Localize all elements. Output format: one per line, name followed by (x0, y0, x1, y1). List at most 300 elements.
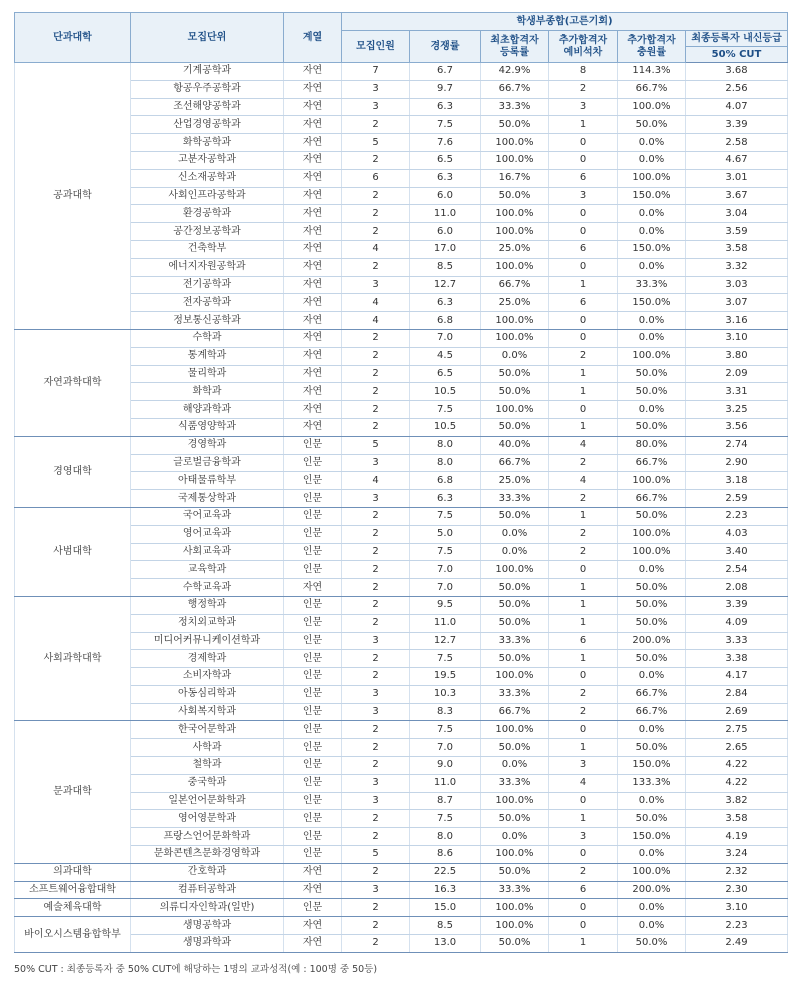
table-row (15, 596, 788, 614)
competition-cell: 7.5 (410, 401, 481, 419)
initial-registration-cell: 66.7% (481, 80, 549, 98)
waitlist-rank-cell: 3 (549, 98, 618, 116)
waitlist-rank-cell: 2 (549, 525, 618, 543)
department-cell: 사회교육과 (131, 543, 284, 561)
track-cell: 자연 (284, 935, 342, 953)
fill-rate-cell: 0.0% (618, 258, 686, 276)
track-cell: 인문 (284, 632, 342, 650)
grade-cut-cell: 3.39 (686, 116, 788, 134)
track-cell: 자연 (284, 579, 342, 597)
waitlist-rank-cell: 0 (549, 792, 618, 810)
header-competition: 경쟁률 (410, 31, 481, 63)
initial-registration-cell: 100.0% (481, 205, 549, 223)
quota-cell: 3 (342, 685, 410, 703)
waitlist-rank-cell: 0 (549, 205, 618, 223)
track-cell: 인문 (284, 561, 342, 579)
competition-cell: 11.0 (410, 614, 481, 632)
initial-registration-cell: 50.0% (481, 935, 549, 953)
initial-registration-cell: 25.0% (481, 294, 549, 312)
waitlist-rank-cell: 1 (549, 383, 618, 401)
fill-rate-cell: 150.0% (618, 757, 686, 775)
initial-registration-cell: 100.0% (481, 134, 549, 152)
grade-cut-cell: 3.07 (686, 294, 788, 312)
header-additional-line2: 충원률 (637, 46, 666, 58)
waitlist-rank-cell: 1 (549, 596, 618, 614)
track-cell: 인문 (284, 436, 342, 454)
fill-rate-cell: 50.0% (618, 650, 686, 668)
competition-cell: 12.7 (410, 632, 481, 650)
track-cell: 인문 (284, 650, 342, 668)
waitlist-rank-cell: 6 (549, 294, 618, 312)
fill-rate-cell: 200.0% (618, 881, 686, 899)
initial-registration-cell: 100.0% (481, 401, 549, 419)
grade-cut-cell: 3.16 (686, 312, 788, 330)
waitlist-rank-cell: 0 (549, 917, 618, 935)
initial-registration-cell: 50.0% (481, 507, 549, 525)
table-row (15, 828, 788, 846)
initial-registration-cell: 33.3% (481, 685, 549, 703)
competition-cell: 7.0 (410, 739, 481, 757)
initial-registration-cell: 50.0% (481, 810, 549, 828)
quota-cell: 2 (342, 579, 410, 597)
grade-cut-cell: 3.31 (686, 383, 788, 401)
track-cell: 인문 (284, 543, 342, 561)
department-cell: 영어영문학과 (131, 810, 284, 828)
department-cell: 행정학과 (131, 596, 284, 614)
fill-rate-cell: 200.0% (618, 632, 686, 650)
waitlist-rank-cell: 1 (549, 116, 618, 134)
table-row (15, 454, 788, 472)
department-cell: 물리학과 (131, 365, 284, 383)
department-cell: 정치외교학과 (131, 614, 284, 632)
initial-registration-cell: 50.0% (481, 739, 549, 757)
initial-registration-cell: 0.0% (481, 347, 549, 365)
grade-cut-cell: 3.80 (686, 347, 788, 365)
fill-rate-cell: 0.0% (618, 792, 686, 810)
waitlist-rank-cell: 2 (549, 347, 618, 365)
waitlist-rank-cell: 0 (549, 151, 618, 169)
department-cell: 철학과 (131, 757, 284, 775)
header-group-title: 학생부종합(고른기회) (342, 13, 788, 31)
competition-cell: 10.5 (410, 383, 481, 401)
table-row (15, 881, 788, 899)
quota-cell: 3 (342, 774, 410, 792)
initial-registration-cell: 50.0% (481, 187, 549, 205)
initial-registration-cell: 0.0% (481, 525, 549, 543)
grade-cut-cell: 3.58 (686, 240, 788, 258)
waitlist-rank-cell: 0 (549, 721, 618, 739)
college-cell: 바이오시스템융합학부 (15, 917, 131, 953)
initial-registration-cell: 100.0% (481, 312, 549, 330)
track-cell: 자연 (284, 276, 342, 294)
department-cell: 고분자공학과 (131, 151, 284, 169)
fill-rate-cell: 0.0% (618, 151, 686, 169)
table-row (15, 632, 788, 650)
competition-cell: 8.6 (410, 846, 481, 864)
header-quota: 모집인원 (342, 31, 410, 63)
department-cell: 사학과 (131, 739, 284, 757)
initial-registration-cell: 33.3% (481, 98, 549, 116)
department-cell: 일본언어문화학과 (131, 792, 284, 810)
table-row (15, 240, 788, 258)
competition-cell: 8.0 (410, 436, 481, 454)
grade-cut-cell: 2.49 (686, 935, 788, 953)
quota-cell: 6 (342, 169, 410, 187)
waitlist-rank-cell: 2 (549, 490, 618, 508)
department-cell: 식품영양학과 (131, 418, 284, 436)
quota-cell: 2 (342, 383, 410, 401)
grade-cut-cell: 3.01 (686, 169, 788, 187)
header-final-grade: 최종등록자 내신등급 (686, 31, 788, 47)
waitlist-rank-cell: 6 (549, 881, 618, 899)
quota-cell: 2 (342, 525, 410, 543)
quota-cell: 2 (342, 863, 410, 881)
table-row (15, 472, 788, 490)
header-track: 계열 (284, 13, 342, 63)
department-cell: 미디어커뮤니케이션학과 (131, 632, 284, 650)
fill-rate-cell: 0.0% (618, 329, 686, 347)
department-cell: 화학과 (131, 383, 284, 401)
quota-cell: 2 (342, 205, 410, 223)
header-initial-registration (481, 31, 549, 63)
header-initial-line2: 등록률 (500, 46, 529, 58)
table-row (15, 276, 788, 294)
grade-cut-cell: 4.09 (686, 614, 788, 632)
fill-rate-cell: 0.0% (618, 401, 686, 419)
grade-cut-cell: 4.17 (686, 668, 788, 686)
track-cell: 자연 (284, 116, 342, 134)
fill-rate-cell: 50.0% (618, 579, 686, 597)
competition-cell: 22.5 (410, 863, 481, 881)
competition-cell: 16.3 (410, 881, 481, 899)
quota-cell: 2 (342, 365, 410, 383)
waitlist-rank-cell: 0 (549, 329, 618, 347)
initial-registration-cell: 100.0% (481, 668, 549, 686)
waitlist-rank-cell: 2 (549, 863, 618, 881)
fill-rate-cell: 0.0% (618, 134, 686, 152)
department-cell: 교육학과 (131, 561, 284, 579)
initial-registration-cell: 50.0% (481, 418, 549, 436)
table-row (15, 312, 788, 330)
competition-cell: 8.3 (410, 703, 481, 721)
competition-cell: 15.0 (410, 899, 481, 917)
quota-cell: 2 (342, 329, 410, 347)
quota-cell: 2 (342, 151, 410, 169)
initial-registration-cell: 50.0% (481, 863, 549, 881)
competition-cell: 5.0 (410, 525, 481, 543)
waitlist-rank-cell: 1 (549, 935, 618, 953)
fill-rate-cell: 33.3% (618, 276, 686, 294)
track-cell: 자연 (284, 63, 342, 81)
waitlist-rank-cell: 0 (549, 312, 618, 330)
competition-cell: 6.0 (410, 223, 481, 241)
competition-cell: 10.5 (410, 418, 481, 436)
initial-registration-cell: 66.7% (481, 703, 549, 721)
fill-rate-cell: 0.0% (618, 312, 686, 330)
fill-rate-cell: 50.0% (618, 935, 686, 953)
fill-rate-cell: 100.0% (618, 169, 686, 187)
waitlist-rank-cell: 1 (549, 739, 618, 757)
quota-cell: 4 (342, 294, 410, 312)
table-row (15, 187, 788, 205)
table-row (15, 561, 788, 579)
fill-rate-cell: 0.0% (618, 223, 686, 241)
track-cell: 인문 (284, 757, 342, 775)
waitlist-rank-cell: 6 (549, 240, 618, 258)
table-row (15, 223, 788, 241)
table-row (15, 98, 788, 116)
waitlist-rank-cell: 4 (549, 774, 618, 792)
table-row (15, 614, 788, 632)
fill-rate-cell: 133.3% (618, 774, 686, 792)
fill-rate-cell: 50.0% (618, 596, 686, 614)
competition-cell: 8.7 (410, 792, 481, 810)
track-cell: 인문 (284, 596, 342, 614)
track-cell: 인문 (284, 472, 342, 490)
grade-cut-cell: 3.59 (686, 223, 788, 241)
fill-rate-cell: 66.7% (618, 490, 686, 508)
competition-cell: 6.0 (410, 187, 481, 205)
department-cell: 한국어문학과 (131, 721, 284, 739)
waitlist-rank-cell: 1 (549, 507, 618, 525)
table-row (15, 703, 788, 721)
table-row (15, 329, 788, 347)
track-cell: 자연 (284, 917, 342, 935)
header-department: 모집단위 (131, 13, 284, 63)
initial-registration-cell: 100.0% (481, 792, 549, 810)
fill-rate-cell: 66.7% (618, 685, 686, 703)
competition-cell: 10.3 (410, 685, 481, 703)
quota-cell: 2 (342, 828, 410, 846)
grade-cut-cell: 2.23 (686, 917, 788, 935)
competition-cell: 11.0 (410, 205, 481, 223)
fill-rate-cell: 0.0% (618, 899, 686, 917)
competition-cell: 6.5 (410, 151, 481, 169)
initial-registration-cell: 0.0% (481, 543, 549, 561)
waitlist-rank-cell: 1 (549, 365, 618, 383)
department-cell: 소비자학과 (131, 668, 284, 686)
table-row (15, 63, 788, 81)
track-cell: 자연 (284, 365, 342, 383)
track-cell: 인문 (284, 792, 342, 810)
track-cell: 자연 (284, 863, 342, 881)
fill-rate-cell: 80.0% (618, 436, 686, 454)
track-cell: 자연 (284, 312, 342, 330)
competition-cell: 8.0 (410, 454, 481, 472)
department-cell: 기계공학과 (131, 63, 284, 81)
table-row (15, 383, 788, 401)
fill-rate-cell: 50.0% (618, 810, 686, 828)
track-cell: 인문 (284, 507, 342, 525)
department-cell: 에너지자원공학과 (131, 258, 284, 276)
waitlist-rank-cell: 3 (549, 187, 618, 205)
quota-cell: 7 (342, 63, 410, 81)
table-row (15, 935, 788, 953)
table-row (15, 205, 788, 223)
track-cell: 인문 (284, 739, 342, 757)
fill-rate-cell: 100.0% (618, 347, 686, 365)
competition-cell: 12.7 (410, 276, 481, 294)
quota-cell: 2 (342, 258, 410, 276)
department-cell: 생명공학과 (131, 917, 284, 935)
department-cell: 해양과학과 (131, 401, 284, 419)
college-cell: 공과대학 (15, 63, 131, 330)
table-row (15, 347, 788, 365)
initial-registration-cell: 66.7% (481, 454, 549, 472)
department-cell: 수학과 (131, 329, 284, 347)
table-header (15, 13, 788, 63)
department-cell: 사회복지학과 (131, 703, 284, 721)
grade-cut-cell: 3.68 (686, 63, 788, 81)
quota-cell: 2 (342, 721, 410, 739)
grade-cut-cell: 2.56 (686, 80, 788, 98)
header-additional-fill-rate (618, 31, 686, 63)
header-college: 단과대학 (15, 13, 131, 63)
initial-registration-cell: 25.0% (481, 472, 549, 490)
quota-cell: 5 (342, 134, 410, 152)
grade-cut-cell: 2.58 (686, 134, 788, 152)
fill-rate-cell: 114.3% (618, 63, 686, 81)
waitlist-rank-cell: 0 (549, 258, 618, 276)
department-cell: 사회인프라공학과 (131, 187, 284, 205)
department-cell: 공간정보공학과 (131, 223, 284, 241)
initial-registration-cell: 25.0% (481, 240, 549, 258)
initial-registration-cell: 100.0% (481, 846, 549, 864)
waitlist-rank-cell: 0 (549, 134, 618, 152)
table-row (15, 792, 788, 810)
competition-cell: 7.5 (410, 116, 481, 134)
competition-cell: 6.3 (410, 490, 481, 508)
initial-registration-cell: 66.7% (481, 276, 549, 294)
quota-cell: 4 (342, 472, 410, 490)
competition-cell: 7.6 (410, 134, 481, 152)
initial-registration-cell: 42.9% (481, 63, 549, 81)
fill-rate-cell: 50.0% (618, 614, 686, 632)
table-row (15, 543, 788, 561)
track-cell: 인문 (284, 668, 342, 686)
initial-registration-cell: 100.0% (481, 917, 549, 935)
grade-cut-cell: 3.56 (686, 418, 788, 436)
header-final-cut: 50% CUT (686, 47, 788, 63)
grade-cut-cell: 2.90 (686, 454, 788, 472)
quota-cell: 2 (342, 561, 410, 579)
initial-registration-cell: 50.0% (481, 596, 549, 614)
quota-cell: 2 (342, 543, 410, 561)
competition-cell: 6.3 (410, 294, 481, 312)
initial-registration-cell: 50.0% (481, 365, 549, 383)
grade-cut-cell: 3.04 (686, 205, 788, 223)
grade-cut-cell: 2.32 (686, 863, 788, 881)
table-row (15, 846, 788, 864)
grade-cut-cell: 3.58 (686, 810, 788, 828)
quota-cell: 3 (342, 98, 410, 116)
initial-registration-cell: 100.0% (481, 151, 549, 169)
initial-registration-cell: 33.3% (481, 774, 549, 792)
grade-cut-cell: 3.25 (686, 401, 788, 419)
initial-registration-cell: 100.0% (481, 899, 549, 917)
fill-rate-cell: 50.0% (618, 383, 686, 401)
competition-cell: 6.8 (410, 472, 481, 490)
department-cell: 건축학부 (131, 240, 284, 258)
track-cell: 자연 (284, 134, 342, 152)
competition-cell: 13.0 (410, 935, 481, 953)
department-cell: 의류디자인학과(일반) (131, 899, 284, 917)
waitlist-rank-cell: 1 (549, 579, 618, 597)
track-cell: 인문 (284, 899, 342, 917)
competition-cell: 7.5 (410, 507, 481, 525)
competition-cell: 8.5 (410, 917, 481, 935)
grade-cut-cell: 3.39 (686, 596, 788, 614)
department-cell: 중국학과 (131, 774, 284, 792)
quota-cell: 3 (342, 703, 410, 721)
department-cell: 정보통신공학과 (131, 312, 284, 330)
table-row (15, 490, 788, 508)
waitlist-rank-cell: 1 (549, 418, 618, 436)
initial-registration-cell: 40.0% (481, 436, 549, 454)
waitlist-rank-cell: 3 (549, 828, 618, 846)
grade-cut-cell: 2.23 (686, 507, 788, 525)
table-body (15, 63, 788, 953)
quota-cell: 2 (342, 650, 410, 668)
table-row (15, 507, 788, 525)
department-cell: 항공우주공학과 (131, 80, 284, 98)
initial-registration-cell: 0.0% (481, 828, 549, 846)
department-cell: 글로벌금융학과 (131, 454, 284, 472)
track-cell: 자연 (284, 383, 342, 401)
initial-registration-cell: 100.0% (481, 721, 549, 739)
grade-cut-cell: 3.18 (686, 472, 788, 490)
department-cell: 전기공학과 (131, 276, 284, 294)
grade-cut-cell: 4.19 (686, 828, 788, 846)
quota-cell: 3 (342, 792, 410, 810)
waitlist-rank-cell: 0 (549, 561, 618, 579)
quota-cell: 3 (342, 454, 410, 472)
competition-cell: 7.0 (410, 561, 481, 579)
waitlist-rank-cell: 0 (549, 401, 618, 419)
grade-cut-cell: 2.84 (686, 685, 788, 703)
department-cell: 문화콘텐츠문화경영학과 (131, 846, 284, 864)
fill-rate-cell: 0.0% (618, 561, 686, 579)
fill-rate-cell: 100.0% (618, 525, 686, 543)
track-cell: 인문 (284, 703, 342, 721)
department-cell: 아태물류학부 (131, 472, 284, 490)
fill-rate-cell: 66.7% (618, 703, 686, 721)
header-additional-line1: 추가합격자 (627, 34, 676, 46)
track-cell: 자연 (284, 240, 342, 258)
table-row (15, 810, 788, 828)
grade-cut-cell: 4.67 (686, 151, 788, 169)
grade-cut-cell: 2.75 (686, 721, 788, 739)
initial-registration-cell: 16.7% (481, 169, 549, 187)
header-waitlist-line1: 추가합격자 (558, 34, 608, 46)
college-cell: 문과대학 (15, 721, 131, 863)
quota-cell: 2 (342, 757, 410, 775)
fill-rate-cell: 150.0% (618, 828, 686, 846)
fill-rate-cell: 100.0% (618, 543, 686, 561)
track-cell: 자연 (284, 258, 342, 276)
footnote: 50% CUT : 최종등록자 중 50% CUT에 해당하는 1명의 교과성적(예 : 100명 중 50등) (14, 964, 378, 975)
waitlist-rank-cell: 6 (549, 169, 618, 187)
grade-cut-cell: 3.67 (686, 187, 788, 205)
track-cell: 자연 (284, 80, 342, 98)
table-row (15, 863, 788, 881)
competition-cell: 6.5 (410, 365, 481, 383)
department-cell: 경영학과 (131, 436, 284, 454)
quota-cell: 2 (342, 739, 410, 757)
department-cell: 전자공학과 (131, 294, 284, 312)
quota-cell: 2 (342, 347, 410, 365)
table-row (15, 899, 788, 917)
